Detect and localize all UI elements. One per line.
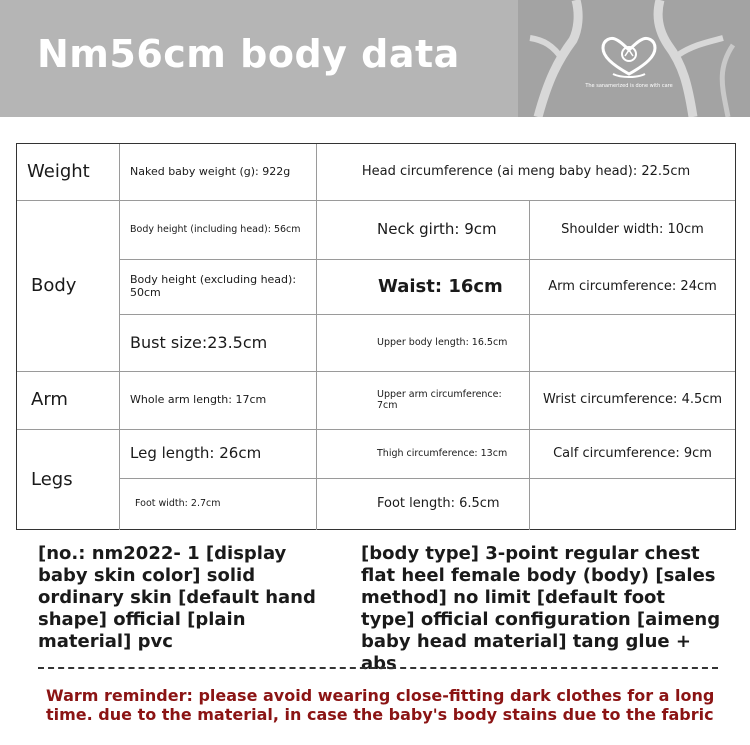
height-excluding-head-cell: Body height (excluding head): 50cm [120, 260, 317, 315]
category-body-label: Body [31, 274, 77, 296]
dashed-divider [38, 667, 718, 669]
bust-size-cell: Bust size:23.5cm [120, 315, 317, 372]
waist-cell: Waist: 16cm [317, 260, 530, 315]
foot-length-cell: Foot length: 6.5cm [317, 479, 530, 530]
whole-arm-length-cell: Whole arm length: 17cm [120, 372, 317, 430]
category-body [17, 201, 120, 372]
head-circumference-cell: Head circumference (ai meng baby head): 22.5cm [317, 144, 735, 201]
foot-width-cell: Foot width: 2.7cm [120, 479, 317, 530]
spec-notes-right: [body type] 3-point regular chest flat heel female body (body) [sales method] no limit [default foot type] official configuration [aimeng baby head material] tang glue + abs [361, 543, 721, 674]
height-including-head-cell: Body height (including head): 56cm [120, 201, 317, 260]
category-weight-label: Weight [27, 160, 90, 182]
shoulder-width-cell: Shoulder width: 10cm [530, 201, 735, 260]
body-data-table [16, 143, 736, 530]
header-banner [0, 0, 750, 117]
logo-tagline: The sanamerized is done with care [585, 83, 673, 89]
spec-notes-left: [no.: nm2022- 1 [display baby skin color] solid ordinary skin [default hand shape] official [plain material] pvc [38, 543, 316, 652]
category-weight [17, 144, 120, 201]
neck-girth-cell: Neck girth: 9cm [317, 201, 530, 260]
empty-cell [530, 315, 735, 372]
thigh-circumference-cell: Thigh circumference: 13cm [317, 430, 530, 479]
wrist-circumference-cell: Wrist circumference: 4.5cm [530, 372, 735, 430]
upper-body-length-cell: Upper body length: 16.5cm [317, 315, 530, 372]
category-legs [17, 430, 120, 530]
warm-reminder: Warm reminder: please avoid wearing close-fitting dark clothes for a long time. due to the material, in case the baby's body stains due to the fabric [46, 686, 715, 724]
naked-weight-cell: Naked baby weight (g): 922g [120, 144, 317, 201]
upper-arm-circumference-cell: Upper arm circumference: 7cm [317, 372, 530, 430]
category-arm-label: Arm [31, 389, 68, 411]
empty-cell [530, 479, 735, 530]
arm-circumference-cell: Arm circumference: 24cm [530, 260, 735, 315]
calf-circumference-cell: Calf circumference: 9cm [530, 430, 735, 479]
page-title: Nm56cm body data [37, 32, 460, 76]
leg-length-cell: Leg length: 26cm [120, 430, 317, 479]
category-legs-label: Legs [31, 468, 73, 490]
category-arm [17, 372, 120, 430]
brand-logo-icon [584, 34, 674, 84]
